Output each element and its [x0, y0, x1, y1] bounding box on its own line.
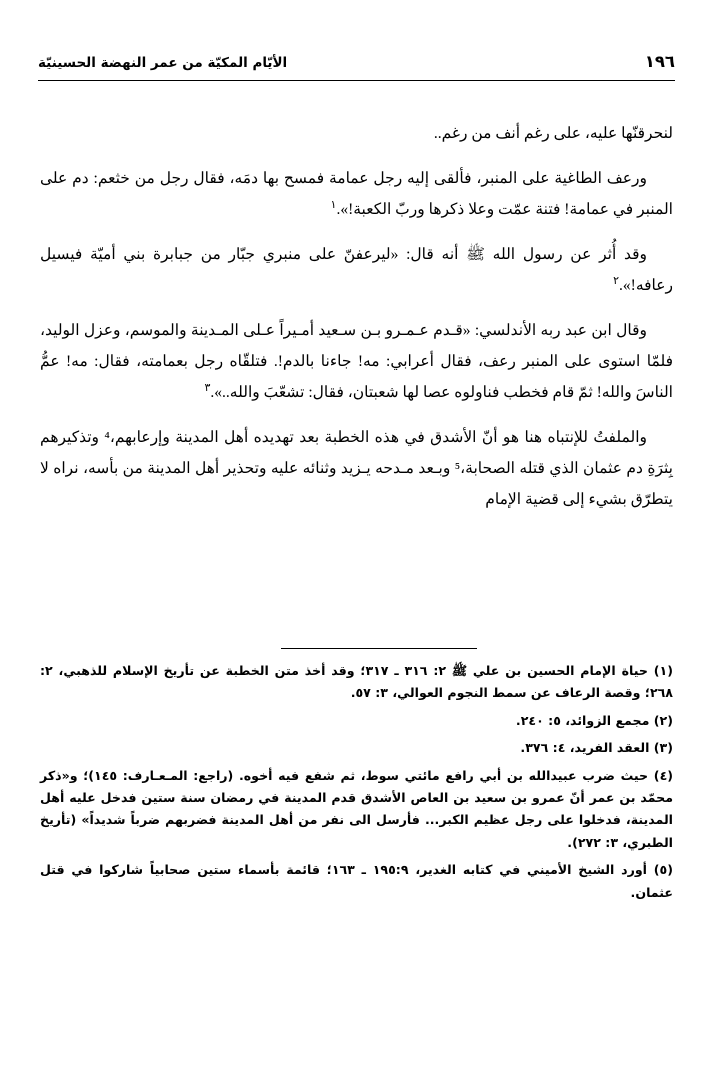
footnote-item: [40, 765, 673, 855]
footnote-item: [40, 859, 673, 904]
paragraph: [40, 315, 673, 408]
header-divider: [38, 80, 675, 81]
paragraph-text: والملفتُ للإنتباه هنا هو أنّ الأشدق في هذه الخطبة بعد تهديده أهل المدينة وإرعابهم،⁴ وتذكيرهم بِثرَةِ دم عثمان الذي قتله الصحابة،⁵ وبـعد مـدحه يـزيد وثنائه عليه وتحذير أهل المدينة من بأسه، نراه لا يتطرّق بشيء إلى قضية الإمام: [40, 429, 673, 509]
footnotes-section: [40, 660, 673, 909]
paragraph: [40, 422, 673, 515]
footnote-ref: ٣: [204, 381, 211, 395]
footnote-text: مجمع الزوائد، ٥: ٢٤٠.: [515, 712, 650, 728]
paragraph: [40, 239, 673, 301]
footnote-marker: (١): [653, 663, 673, 678]
footnote-item: [40, 737, 673, 759]
footnote-text: حيث ضرب عبيدالله بن أبي رافع مائتي سوط، ثم شفع فيه أخوه. (راجع: المـعـارف: ١٤٥)؛ و«ذكر محمّد بن عمر أنّ عمرو بن سعيد بن العاص الأشدق قدم المدينة في رمضان سنة ستين فدخل عليه أهل المدينة، فدخلوا على رجل عظيم الكبر... فأرسل الى نفر من أهل المدينة فضربهم ضرباً شديداً» (تأريخ الطبري، ٣: ٢٧٢).: [40, 767, 673, 850]
footnote-ref: ٢: [613, 274, 620, 288]
footnote-text: أورد الشيخ الأميني في كتابه الغدير، ١٩٥:٩ ـ ١٦٣؛ قائمة بأسماء ستين صحابياً شاركوا في قتل عثمان.: [40, 862, 673, 900]
footnote-item: [40, 660, 673, 705]
footnote-marker: (٤): [653, 767, 674, 783]
footnote-marker: (٣): [653, 740, 673, 756]
paragraph: لنحرقنّها عليه، على رغم أنف من رغم..: [433, 125, 673, 142]
body-text: [40, 118, 673, 529]
footnote-marker: (٥): [653, 862, 673, 878]
page-number: ١٩٦: [644, 52, 675, 71]
paragraph-text: وقد أُثر عن رسول الله ﷺ أنه قال: «ليرعفنّ على منبري جبّار من جبابرة بني أميّة فيسيل رعافه!».: [40, 246, 673, 295]
footnote-marker: (٢): [653, 712, 673, 728]
footnote-ref: ١: [330, 198, 337, 211]
paragraph-text: وقال ابن عبد ربه الأندلسي: «قـدم عـمـرو بـن سـعيد أمـيراً عـلى المـدينة والموسم، وعزل الوليد، فلمّا استوى على المنبر رعف، فقال أعرابي: مه! جاءنا بالدم!. فتلقّاه رجل بعمامته، فقال: مه! عمُّ الناسَ والله! ثمّ قام فخطب فناولوه عصا لها شعبتان، فقال: تشعّبَ والله..».: [40, 322, 673, 402]
paragraph: [40, 163, 673, 225]
footnote-text: حياة الإمام الحسين بن علي ﷺ ٢: ٣١٦ ـ ٣١٧؛ وقد أخذ متن الخطبة عن تأريخ الإسلام للذهبي، ٢: ٢٦٨؛ وقصة الرعاف عن سمط النجوم العوالي، ٣: ٥٧.: [40, 663, 673, 701]
footnote-divider: [281, 648, 477, 649]
page-header: [38, 52, 675, 88]
running-head-title: الأيّام المكيّة من عمر النهضة الحسينيّة: [38, 55, 288, 71]
footnote-text: العقد الفريد، ٤: ٣٧٦.: [520, 740, 650, 756]
paragraph-text: ورعف الطاغية على المنبر، فألقى إليه رجل عمامة فمسح بها دمَه، فقال رجل من خثعم: دم على المنبر في عمامة! فتنة عمّت وعلا ذكرها وربّ الكعبة!».: [40, 170, 673, 219]
footnote-item: [40, 710, 673, 732]
